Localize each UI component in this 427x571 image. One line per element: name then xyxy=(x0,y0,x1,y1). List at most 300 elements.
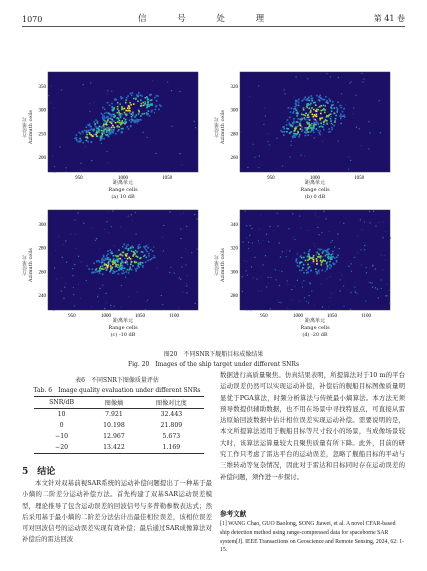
target-scatter xyxy=(144,103,146,105)
target-scatter xyxy=(112,263,114,265)
target-scatter xyxy=(324,260,326,262)
speckle-noise xyxy=(104,229,105,230)
reference-number: [1] xyxy=(220,521,227,527)
speckle-noise xyxy=(355,290,356,291)
target-scatter xyxy=(139,244,141,246)
target-scatter xyxy=(298,102,300,104)
target-scatter xyxy=(293,133,295,135)
target-scatter xyxy=(102,116,104,118)
target-scatter xyxy=(324,105,326,107)
target-scatter xyxy=(320,255,322,257)
speckle-noise xyxy=(299,301,300,302)
target-scatter xyxy=(142,102,144,104)
target-scatter xyxy=(103,116,105,118)
speckle-noise xyxy=(137,122,138,123)
speckle-noise xyxy=(91,227,92,228)
target-scatter xyxy=(326,254,328,256)
target-scatter xyxy=(130,247,132,249)
target-scatter xyxy=(111,103,113,105)
target-scatter xyxy=(335,118,337,120)
target-scatter xyxy=(301,130,303,132)
speckle-noise xyxy=(282,251,283,252)
target-scatter xyxy=(86,130,88,132)
speckle-noise xyxy=(350,81,351,82)
speckle-noise xyxy=(252,242,253,243)
speckle-noise xyxy=(322,256,323,257)
target-scatter xyxy=(76,134,78,136)
target-scatter xyxy=(149,95,151,97)
speckle-noise xyxy=(78,256,79,257)
target-scatter xyxy=(136,251,138,253)
speckle-noise xyxy=(248,248,249,249)
target-scatter xyxy=(160,105,162,107)
target-scatter xyxy=(331,110,333,112)
target-scatter xyxy=(316,120,318,122)
speckle-noise xyxy=(187,275,188,276)
speckle-noise xyxy=(78,284,79,285)
target-scatter xyxy=(117,255,119,257)
speckle-noise xyxy=(131,260,132,261)
target-scatter xyxy=(298,105,300,107)
y-axis-label-cn: 方位单元 xyxy=(214,255,220,276)
target-scatter xyxy=(117,102,119,104)
target-scatter xyxy=(99,272,101,274)
sar-image-plot xyxy=(36,208,212,328)
speckle-noise xyxy=(380,255,381,256)
target-scatter xyxy=(309,104,311,106)
speckle-noise xyxy=(106,293,107,294)
target-scatter xyxy=(319,118,321,120)
speckle-noise xyxy=(300,228,301,229)
target-scatter xyxy=(88,268,90,270)
target-scatter xyxy=(319,126,321,128)
y-axis-label xyxy=(214,248,226,282)
speckle-noise xyxy=(56,278,57,279)
speckle-noise xyxy=(54,172,55,173)
target-scatter xyxy=(297,126,299,128)
target-scatter xyxy=(310,131,312,133)
speckle-noise xyxy=(369,211,370,212)
target-scatter xyxy=(103,119,105,121)
speckle-noise xyxy=(161,295,162,296)
target-scatter xyxy=(109,271,111,273)
target-scatter xyxy=(146,114,148,116)
speckle-noise xyxy=(110,307,111,308)
speckle-noise xyxy=(65,167,66,168)
target-scatter xyxy=(327,102,329,104)
target-scatter xyxy=(334,121,336,123)
x-tick-label: 1000 xyxy=(100,314,111,319)
target-scatter xyxy=(140,247,142,249)
target-scatter xyxy=(122,246,124,248)
target-scatter xyxy=(316,110,318,112)
target-scatter xyxy=(86,134,88,136)
speckle-noise xyxy=(278,302,279,303)
target-scatter xyxy=(283,134,285,136)
target-scatter xyxy=(103,124,105,126)
speckle-noise xyxy=(136,291,137,292)
speckle-noise xyxy=(353,113,354,114)
target-scatter xyxy=(113,258,115,260)
speckle-noise xyxy=(155,153,156,154)
speckle-noise xyxy=(286,121,287,122)
target-scatter xyxy=(114,127,116,129)
speckle-noise xyxy=(304,156,305,157)
x-tick-label: 1050 xyxy=(135,314,146,319)
target-scatter xyxy=(129,110,131,112)
speckle-noise xyxy=(361,264,362,265)
speckle-noise xyxy=(385,295,386,296)
target-scatter xyxy=(118,258,120,260)
target-scatter xyxy=(315,268,317,270)
target-scatter xyxy=(137,100,139,102)
speckle-noise xyxy=(80,298,81,299)
speckle-noise xyxy=(265,115,266,116)
speckle-noise xyxy=(260,214,261,215)
speckle-noise xyxy=(315,212,316,213)
speckle-noise xyxy=(364,245,365,246)
speckle-noise xyxy=(320,283,321,284)
target-scatter xyxy=(106,127,108,129)
target-scatter xyxy=(140,99,142,101)
speckle-noise xyxy=(179,91,180,92)
target-scatter xyxy=(330,118,332,120)
y-tick-label: 320 xyxy=(230,246,238,252)
target-scatter xyxy=(122,252,124,254)
speckle-noise xyxy=(180,153,181,154)
speckle-noise xyxy=(259,155,260,156)
target-scatter xyxy=(300,128,302,130)
target-scatter xyxy=(311,107,313,109)
speckle-noise xyxy=(360,249,361,250)
target-scatter xyxy=(318,256,320,258)
target-scatter xyxy=(313,118,315,120)
target-scatter xyxy=(130,121,132,123)
speckle-noise xyxy=(282,165,283,166)
speckle-noise xyxy=(279,242,280,243)
target-scatter xyxy=(76,139,78,141)
target-scatter xyxy=(311,100,313,102)
target-scatter xyxy=(326,123,328,125)
speckle-noise xyxy=(258,290,259,291)
speckle-noise xyxy=(85,146,86,147)
x-axis-label xyxy=(48,180,198,201)
target-scatter xyxy=(104,108,106,110)
target-scatter xyxy=(145,249,147,251)
target-scatter xyxy=(106,255,108,257)
target-scatter xyxy=(93,134,95,136)
target-scatter xyxy=(118,118,120,120)
target-scatter xyxy=(323,105,325,107)
speckle-noise xyxy=(269,144,270,145)
x-axis-label xyxy=(240,318,390,339)
speckle-noise xyxy=(62,257,63,258)
speckle-noise xyxy=(279,270,280,271)
y-tick-label: 200 xyxy=(38,156,46,162)
target-scatter xyxy=(92,268,94,270)
speckle-noise xyxy=(279,285,280,286)
target-scatter xyxy=(96,271,98,273)
target-scatter xyxy=(318,270,320,272)
speckle-noise xyxy=(375,269,376,270)
target-scatter xyxy=(316,263,318,265)
subfigure-caption: (a) 10 dB xyxy=(111,194,135,200)
y-axis-label xyxy=(22,110,34,144)
target-scatter xyxy=(305,113,307,115)
target-scatter xyxy=(124,123,126,125)
target-scatter xyxy=(131,250,133,252)
speckle-noise xyxy=(102,285,103,286)
target-scatter xyxy=(145,261,147,263)
volume-label: 第 41 卷 xyxy=(373,14,405,23)
speckle-noise xyxy=(99,288,100,289)
speckle-noise xyxy=(131,214,132,215)
target-scatter xyxy=(103,128,105,130)
speckle-noise xyxy=(362,81,363,82)
table-row xyxy=(34,442,204,454)
target-scatter xyxy=(303,98,305,100)
speckle-noise xyxy=(299,215,300,216)
target-scatter xyxy=(155,109,157,111)
target-scatter xyxy=(307,259,309,261)
speckle-noise xyxy=(355,292,356,293)
target-scatter xyxy=(79,138,81,140)
target-scatter xyxy=(293,118,295,120)
speckle-noise xyxy=(182,291,183,292)
target-scatter xyxy=(103,132,105,134)
target-scatter xyxy=(145,246,147,248)
speckle-noise xyxy=(318,217,319,218)
speckle-noise xyxy=(259,229,260,230)
target-scatter xyxy=(302,129,304,131)
target-scatter xyxy=(121,123,123,125)
speckle-noise xyxy=(303,280,304,281)
target-scatter xyxy=(117,108,119,110)
target-scatter xyxy=(91,141,93,143)
speckle-noise xyxy=(107,90,108,91)
target-scatter xyxy=(144,97,146,99)
x-axis-label-en: Range cells xyxy=(108,325,138,331)
target-scatter xyxy=(324,99,326,101)
speckle-noise xyxy=(120,307,121,308)
speckle-noise xyxy=(83,84,84,85)
speckle-noise xyxy=(72,275,73,276)
speckle-noise xyxy=(81,261,82,262)
speckle-noise xyxy=(169,272,170,273)
target-scatter xyxy=(113,108,115,110)
target-scatter xyxy=(116,260,118,262)
target-scatter xyxy=(296,258,298,260)
speckle-noise xyxy=(380,132,381,133)
target-scatter xyxy=(333,107,335,109)
speckle-noise xyxy=(258,167,259,168)
target-scatter xyxy=(108,261,110,263)
speckle-noise xyxy=(66,171,67,172)
target-scatter xyxy=(109,105,111,107)
speckle-noise xyxy=(104,308,105,309)
speckle-noise xyxy=(369,132,370,133)
target-scatter xyxy=(128,257,130,259)
target-scatter xyxy=(122,122,124,124)
speckle-noise xyxy=(385,259,386,260)
target-scatter xyxy=(135,255,137,257)
target-scatter xyxy=(118,126,120,128)
target-scatter xyxy=(132,265,134,267)
target-scatter xyxy=(142,262,144,264)
target-scatter xyxy=(114,260,116,262)
target-scatter xyxy=(148,110,150,112)
speckle-noise xyxy=(245,211,246,212)
speckle-noise xyxy=(136,233,137,234)
target-scatter xyxy=(145,101,147,103)
target-scatter xyxy=(318,109,320,111)
speckle-noise xyxy=(275,279,276,280)
speckle-noise xyxy=(277,226,278,227)
speckle-noise xyxy=(323,211,324,212)
y-tick-label: 300 xyxy=(38,108,46,114)
target-scatter xyxy=(108,112,110,114)
speckle-noise xyxy=(195,214,196,215)
target-scatter xyxy=(325,96,327,98)
target-scatter xyxy=(140,115,142,117)
speckle-noise xyxy=(240,131,241,132)
target-scatter xyxy=(118,110,120,112)
target-scatter xyxy=(336,261,338,263)
target-scatter xyxy=(125,255,127,257)
speckle-noise xyxy=(291,141,292,142)
speckle-noise xyxy=(98,294,99,295)
target-scatter xyxy=(134,252,136,254)
speckle-noise xyxy=(341,93,342,94)
target-scatter xyxy=(298,118,300,120)
target-scatter xyxy=(331,127,333,129)
journal-title: 信 号 处 理 xyxy=(137,14,279,24)
target-scatter xyxy=(306,116,308,118)
speckle-noise xyxy=(334,246,335,247)
target-scatter xyxy=(303,109,305,111)
speckle-noise xyxy=(337,234,338,235)
speckle-noise xyxy=(75,248,76,249)
target-scatter xyxy=(342,111,344,113)
target-scatter xyxy=(303,117,305,119)
speckle-noise xyxy=(364,249,365,250)
target-scatter xyxy=(319,100,321,102)
target-scatter xyxy=(328,252,330,254)
speckle-noise xyxy=(297,253,298,254)
speckle-noise xyxy=(52,155,53,156)
target-scatter xyxy=(304,115,306,117)
target-scatter xyxy=(299,123,301,125)
speckle-noise xyxy=(350,160,351,161)
figure-panel-b xyxy=(214,70,404,205)
speckle-noise xyxy=(364,221,365,222)
target-scatter xyxy=(332,251,334,253)
target-scatter xyxy=(112,253,114,255)
target-scatter xyxy=(127,258,129,260)
target-scatter xyxy=(98,260,100,262)
target-scatter xyxy=(104,113,106,115)
target-scatter xyxy=(149,115,151,117)
target-scatter xyxy=(119,120,121,122)
speckle-noise xyxy=(50,103,51,104)
speckle-noise xyxy=(157,267,158,268)
speckle-noise xyxy=(186,292,187,293)
target-scatter xyxy=(107,119,109,121)
speckle-noise xyxy=(94,126,95,127)
speckle-noise xyxy=(350,263,351,264)
target-scatter xyxy=(337,254,339,256)
target-scatter xyxy=(130,104,132,106)
target-scatter xyxy=(308,128,310,130)
speckle-noise xyxy=(377,289,378,290)
x-tick-label: 1000 xyxy=(292,314,303,319)
target-scatter xyxy=(297,100,299,102)
speckle-noise xyxy=(253,277,254,278)
target-scatter xyxy=(96,261,98,263)
target-scatter xyxy=(110,118,112,120)
speckle-noise xyxy=(72,268,73,269)
target-scatter xyxy=(298,99,300,101)
speckle-noise xyxy=(329,297,330,298)
target-scatter xyxy=(127,264,129,266)
figure-panel-a xyxy=(22,70,212,205)
speckle-noise xyxy=(107,221,108,222)
target-scatter xyxy=(144,255,146,257)
target-scatter xyxy=(308,251,310,253)
target-scatter xyxy=(125,102,127,104)
speckle-noise xyxy=(246,225,247,226)
target-scatter xyxy=(80,140,82,142)
target-scatter xyxy=(125,247,127,249)
running-header xyxy=(22,8,405,24)
speckle-noise xyxy=(330,242,331,243)
speckle-noise xyxy=(242,241,243,242)
target-scatter xyxy=(123,272,125,274)
target-scatter xyxy=(301,126,303,128)
table-cell: 12.967 xyxy=(103,433,125,440)
table-caption-en: Tab. 6 Image quality evaluation under different SNRs xyxy=(33,387,201,394)
speckle-noise xyxy=(328,231,329,232)
speckle-noise xyxy=(66,282,67,283)
target-scatter xyxy=(105,258,107,260)
speckle-noise xyxy=(389,303,390,304)
target-scatter xyxy=(146,257,148,259)
y-axis-label-en: Azimuth cells xyxy=(220,248,226,283)
target-scatter xyxy=(112,114,114,116)
speckle-noise xyxy=(308,113,309,114)
speckle-noise xyxy=(360,145,361,146)
target-scatter xyxy=(311,95,313,97)
target-scatter xyxy=(316,109,318,111)
target-scatter xyxy=(300,125,302,127)
target-scatter xyxy=(120,98,122,100)
target-scatter xyxy=(320,110,322,112)
speckle-noise xyxy=(269,226,270,227)
target-scatter xyxy=(121,106,123,108)
target-scatter xyxy=(113,121,115,123)
target-scatter xyxy=(110,267,112,269)
target-scatter xyxy=(111,251,113,253)
table-row xyxy=(34,431,204,442)
target-scatter xyxy=(113,271,115,273)
speckle-noise xyxy=(74,264,75,265)
speckle-noise xyxy=(375,287,376,288)
target-scatter xyxy=(321,261,323,263)
target-scatter xyxy=(322,252,324,254)
target-scatter xyxy=(312,129,314,131)
plot-background xyxy=(48,210,198,310)
target-scatter xyxy=(308,122,310,124)
